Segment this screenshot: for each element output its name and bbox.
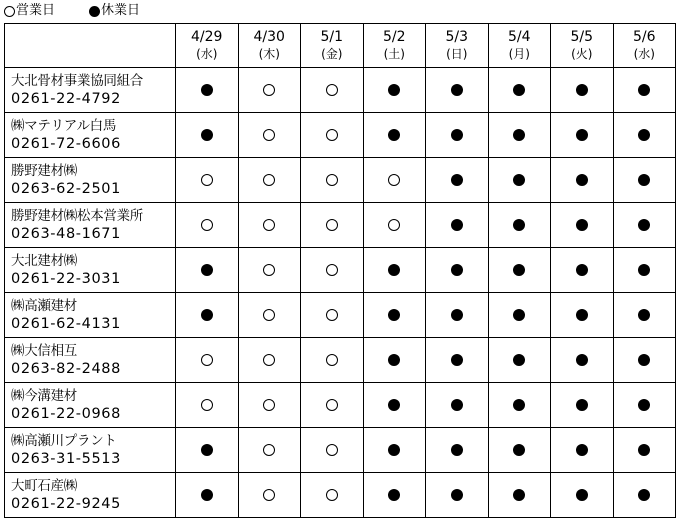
date-label: 5/5 <box>570 28 594 45</box>
company-name: ㈱高瀬建材 <box>11 298 77 314</box>
open-circle-icon <box>326 399 338 411</box>
filled-circle-icon <box>451 174 463 186</box>
open-circle-icon <box>263 309 275 321</box>
filled-circle-icon <box>576 264 588 276</box>
status-cell <box>238 203 301 248</box>
status-cell <box>551 113 614 158</box>
table-row <box>5 158 676 203</box>
filled-circle-icon <box>388 489 400 501</box>
filled-circle-icon <box>638 264 650 276</box>
filled-circle-icon <box>451 444 463 456</box>
filled-circle-icon <box>388 264 400 276</box>
status-cell <box>551 248 614 293</box>
status-cell <box>301 473 364 518</box>
date-header <box>488 24 551 68</box>
filled-circle-icon <box>451 264 463 276</box>
status-cell <box>301 293 364 338</box>
status-cell <box>301 248 364 293</box>
filled-circle-icon <box>638 129 650 141</box>
filled-circle-icon <box>201 84 213 96</box>
company-cell <box>5 248 176 293</box>
status-cell <box>551 473 614 518</box>
company-phone: 0261-22-4792 <box>11 91 121 107</box>
open-circle-icon <box>326 174 338 186</box>
company-phone: 0263-31-5513 <box>11 451 121 467</box>
status-cell <box>551 428 614 473</box>
status-cell <box>613 428 676 473</box>
open-circle-icon <box>201 399 213 411</box>
holiday-schedule-table <box>4 23 676 518</box>
status-cell <box>301 428 364 473</box>
status-cell <box>551 383 614 428</box>
date-label: 5/6 <box>632 28 656 45</box>
filled-circle-icon <box>576 309 588 321</box>
status-cell <box>176 158 239 203</box>
status-cell <box>301 383 364 428</box>
status-cell <box>488 338 551 383</box>
open-circle-icon <box>263 264 275 276</box>
status-cell <box>301 68 364 113</box>
filled-circle-icon <box>388 399 400 411</box>
open-circle-icon <box>201 174 213 186</box>
status-cell <box>363 338 426 383</box>
company-phone: 0263-48-1671 <box>11 226 121 242</box>
open-circle-icon <box>326 354 338 366</box>
status-cell <box>301 203 364 248</box>
company-name: 勝野建材㈱ <box>11 163 77 179</box>
open-circle-icon <box>263 399 275 411</box>
company-cell <box>5 473 176 518</box>
company-name: 勝野建材㈱松本営業所 <box>11 208 143 224</box>
status-cell <box>176 203 239 248</box>
table-row <box>5 113 676 158</box>
open-circle-icon <box>326 219 338 231</box>
status-cell <box>363 113 426 158</box>
status-cell <box>488 203 551 248</box>
company-phone: 0263-82-2488 <box>11 361 121 377</box>
open-circle-icon <box>326 444 338 456</box>
date-header <box>426 24 489 68</box>
weekday-label: (月) <box>508 46 530 61</box>
filled-circle-icon <box>513 489 525 501</box>
status-cell <box>363 383 426 428</box>
company-cell <box>5 428 176 473</box>
filled-circle-icon <box>576 444 588 456</box>
status-cell <box>238 338 301 383</box>
table-row <box>5 293 676 338</box>
company-cell <box>5 203 176 248</box>
weekday-label: (日) <box>446 46 468 61</box>
company-cell <box>5 68 176 113</box>
filled-circle-icon <box>388 84 400 96</box>
filled-circle-icon <box>576 219 588 231</box>
status-cell <box>613 248 676 293</box>
status-cell <box>176 248 239 293</box>
status-cell <box>238 293 301 338</box>
filled-circle-icon <box>388 309 400 321</box>
table-row <box>5 338 676 383</box>
filled-circle-icon <box>451 309 463 321</box>
company-cell <box>5 293 176 338</box>
table-row <box>5 68 676 113</box>
open-circle-icon <box>263 174 275 186</box>
company-phone: 0263-62-2501 <box>11 181 121 197</box>
filled-circle-icon <box>451 129 463 141</box>
filled-circle-icon <box>638 399 650 411</box>
date-label: 5/4 <box>507 28 531 45</box>
filled-circle-icon <box>513 399 525 411</box>
status-cell <box>238 113 301 158</box>
status-cell <box>488 248 551 293</box>
weekday-label: (水) <box>196 46 218 61</box>
weekday-label: (水) <box>633 46 655 61</box>
status-cell <box>613 68 676 113</box>
weekday-label: (木) <box>258 46 280 61</box>
filled-circle-icon <box>451 399 463 411</box>
open-circle-icon <box>263 84 275 96</box>
legend-open-label: 営業日 <box>16 3 56 18</box>
status-cell <box>613 203 676 248</box>
company-cell <box>5 113 176 158</box>
filled-circle-icon <box>201 309 213 321</box>
company-phone: 0261-22-3031 <box>11 271 121 287</box>
open-circle-icon <box>326 129 338 141</box>
filled-circle-icon <box>576 129 588 141</box>
date-label: 5/3 <box>445 28 469 45</box>
status-cell <box>488 113 551 158</box>
open-circle-icon <box>263 219 275 231</box>
filled-circle-icon <box>451 354 463 366</box>
status-cell <box>426 203 489 248</box>
legend <box>4 2 174 20</box>
filled-circle-icon <box>388 444 400 456</box>
filled-circle-icon <box>513 309 525 321</box>
status-cell <box>488 68 551 113</box>
filled-circle-icon <box>513 129 525 141</box>
open-circle-icon <box>388 219 400 231</box>
filled-circle-icon <box>201 264 213 276</box>
status-cell <box>363 68 426 113</box>
filled-circle-icon <box>388 129 400 141</box>
filled-circle-icon <box>576 174 588 186</box>
status-cell <box>613 473 676 518</box>
company-name: 大北建材㈱ <box>11 253 77 269</box>
status-cell <box>238 158 301 203</box>
filled-circle-icon <box>201 129 213 141</box>
weekday-label: (金) <box>321 46 343 61</box>
open-circle-icon <box>326 264 338 276</box>
open-circle-icon <box>263 354 275 366</box>
company-phone: 0261-22-9245 <box>11 496 121 512</box>
status-cell <box>301 113 364 158</box>
filled-circle-icon <box>513 174 525 186</box>
open-circle-icon <box>201 354 213 366</box>
open-circle-icon <box>201 219 213 231</box>
filled-circle-icon <box>638 219 650 231</box>
legend-closed <box>89 2 140 20</box>
date-label: 4/30 <box>253 28 285 45</box>
filled-circle-icon <box>576 489 588 501</box>
status-cell <box>551 293 614 338</box>
table-row <box>5 203 676 248</box>
company-cell <box>5 158 176 203</box>
status-cell <box>426 113 489 158</box>
status-cell <box>613 383 676 428</box>
status-cell <box>238 248 301 293</box>
status-cell <box>301 338 364 383</box>
open-circle-icon <box>388 174 400 186</box>
table-row <box>5 248 676 293</box>
filled-circle-icon <box>201 444 213 456</box>
table-row <box>5 428 676 473</box>
status-cell <box>426 68 489 113</box>
table-row <box>5 473 676 518</box>
status-cell <box>488 428 551 473</box>
status-cell <box>176 473 239 518</box>
company-name: 大町石産㈱ <box>11 478 77 494</box>
status-cell <box>176 293 239 338</box>
date-header <box>613 24 676 68</box>
filled-circle-icon <box>89 6 100 17</box>
filled-circle-icon <box>576 354 588 366</box>
date-label: 5/1 <box>320 28 344 45</box>
filled-circle-icon <box>638 489 650 501</box>
legend-open <box>4 2 55 20</box>
filled-circle-icon <box>451 219 463 231</box>
company-cell <box>5 383 176 428</box>
company-name: ㈱高瀬川プラント <box>11 433 117 449</box>
status-cell <box>551 68 614 113</box>
company-name: ㈱大信相互 <box>11 343 77 359</box>
status-cell <box>176 428 239 473</box>
status-cell <box>363 293 426 338</box>
status-cell <box>238 383 301 428</box>
company-name: ㈱今溝建材 <box>11 388 77 404</box>
status-cell <box>426 338 489 383</box>
company-cell <box>5 338 176 383</box>
status-cell <box>551 338 614 383</box>
status-cell <box>363 248 426 293</box>
open-circle-icon <box>326 489 338 501</box>
status-cell <box>426 428 489 473</box>
status-cell <box>363 473 426 518</box>
date-label: 5/2 <box>382 28 406 45</box>
filled-circle-icon <box>451 84 463 96</box>
status-cell <box>488 473 551 518</box>
status-cell <box>613 338 676 383</box>
company-phone: 0261-72-6606 <box>11 136 121 152</box>
corner-cell <box>5 24 176 68</box>
open-circle-icon <box>326 309 338 321</box>
status-cell <box>426 158 489 203</box>
filled-circle-icon <box>576 84 588 96</box>
status-cell <box>176 338 239 383</box>
filled-circle-icon <box>576 399 588 411</box>
filled-circle-icon <box>638 309 650 321</box>
status-cell <box>426 293 489 338</box>
filled-circle-icon <box>638 174 650 186</box>
status-cell <box>363 428 426 473</box>
status-cell <box>301 158 364 203</box>
date-header <box>551 24 614 68</box>
status-cell <box>426 248 489 293</box>
filled-circle-icon <box>513 444 525 456</box>
status-cell <box>363 158 426 203</box>
open-circle-icon <box>263 129 275 141</box>
status-cell <box>488 293 551 338</box>
company-name: ㈱マテリアル白馬 <box>11 118 117 134</box>
filled-circle-icon <box>638 444 650 456</box>
filled-circle-icon <box>201 489 213 501</box>
open-circle-icon <box>263 489 275 501</box>
status-cell <box>551 158 614 203</box>
date-header-row <box>5 24 676 68</box>
weekday-label: (土) <box>383 46 405 61</box>
table-row <box>5 383 676 428</box>
filled-circle-icon <box>451 489 463 501</box>
filled-circle-icon <box>513 264 525 276</box>
date-header <box>301 24 364 68</box>
status-cell <box>488 383 551 428</box>
legend-closed-label: 休業日 <box>101 3 141 18</box>
status-cell <box>613 158 676 203</box>
date-header <box>176 24 239 68</box>
status-cell <box>238 473 301 518</box>
company-phone: 0261-62-4131 <box>11 316 121 332</box>
filled-circle-icon <box>638 354 650 366</box>
status-cell <box>238 428 301 473</box>
status-cell <box>363 203 426 248</box>
status-cell <box>176 383 239 428</box>
filled-circle-icon <box>638 84 650 96</box>
open-circle-icon <box>326 84 338 96</box>
open-circle-icon <box>4 6 15 17</box>
status-cell <box>176 113 239 158</box>
status-cell <box>613 293 676 338</box>
status-cell <box>426 383 489 428</box>
filled-circle-icon <box>388 354 400 366</box>
filled-circle-icon <box>513 84 525 96</box>
date-header <box>238 24 301 68</box>
open-circle-icon <box>263 444 275 456</box>
company-phone: 0261-22-0968 <box>11 406 121 422</box>
status-cell <box>176 68 239 113</box>
date-label: 4/29 <box>191 28 223 45</box>
status-cell <box>613 113 676 158</box>
weekday-label: (火) <box>571 46 593 61</box>
date-header <box>363 24 426 68</box>
status-cell <box>551 203 614 248</box>
company-name: 大北骨材事業協同組合 <box>11 73 143 89</box>
status-cell <box>426 473 489 518</box>
filled-circle-icon <box>513 354 525 366</box>
filled-circle-icon <box>513 219 525 231</box>
status-cell <box>238 68 301 113</box>
status-cell <box>488 158 551 203</box>
